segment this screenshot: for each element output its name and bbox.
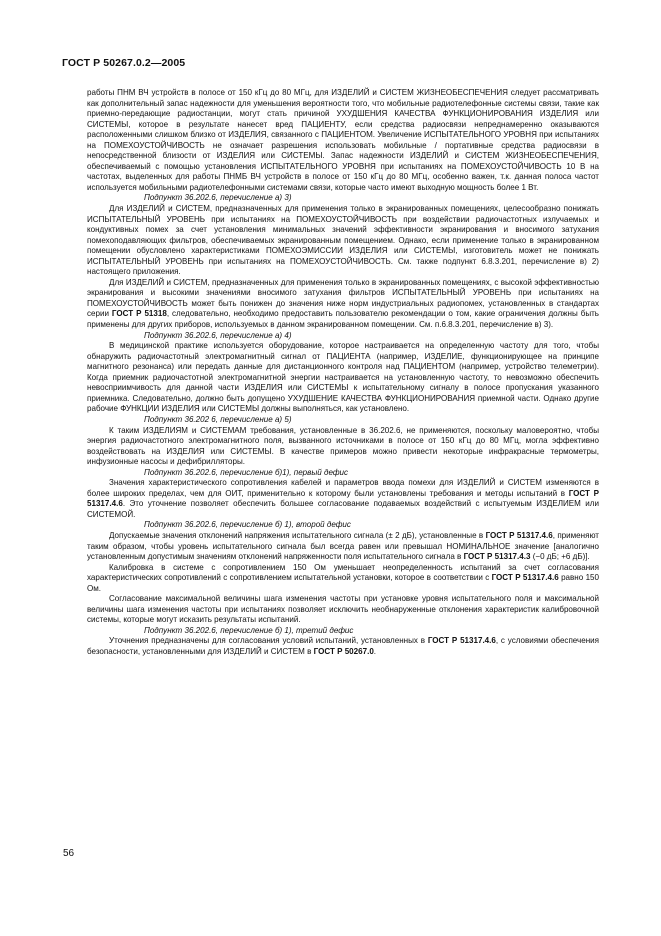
paragraph-text: (−0 дБ; +6 дБ)]. bbox=[530, 552, 590, 562]
paragraph-text: , с условиями обеспечения безопасности, установленными для ИЗДЕЛИЙ и СИСТЕМ в bbox=[87, 636, 599, 656]
subclause-heading: Подпункт 36.202.6, перечисление б)1), первый дефис bbox=[144, 467, 349, 477]
body-paragraph bbox=[87, 278, 599, 331]
subclause-heading: Подпункт 36.202.6, перечисление а) 3) bbox=[144, 193, 292, 203]
paragraph-text: . bbox=[373, 646, 377, 656]
standard-reference: ГОСТ Р 51317.4.3 bbox=[463, 552, 531, 562]
paragraph-text: Для ИЗДЕЛИЙ и СИСТЕМ, предназначенных для применения только в экранированных помещениях, с высокой эффективностью экранирования и высокими значениями вносимого затухания фильтров ИСПЫТАТЕЛЬНЫЙ УРОВЕНЬ при испытаниях на ПОМЕХОУСТОЙЧИВОСТЬ может быть понижен до значения ниже норм индустриальных радиопомех, установленных в стандартах серии bbox=[87, 277, 599, 319]
page-number: 56 bbox=[63, 848, 75, 859]
paragraph-text: Уточнения предназначены для согласования условий испытаний, установленных в bbox=[109, 636, 428, 646]
standard-reference: ГОСТ Р 50267.0 bbox=[313, 646, 374, 656]
body-paragraph bbox=[87, 636, 599, 657]
paragraph-text: Значения характеристического сопротивления кабелей и параметров ввода помехи для ИЗДЕЛИЙ и СИСТЕМ изменяются в более широких пределах, чем для ОИТ, применительно к которому были установлены требования и методы испытаний в bbox=[87, 478, 599, 498]
standard-reference: ГОСТ Р 51317.4.6 bbox=[427, 636, 496, 646]
document-header: ГОСТ Р 50267.0.2—2005 bbox=[62, 57, 186, 69]
standard-reference: ГОСТ Р 51317.4.6 bbox=[485, 530, 553, 540]
subclause-heading: Подпункт 36.202.6, перечисление б) 1), третий дефис bbox=[144, 625, 354, 635]
standard-reference: ГОСТ Р 51318 bbox=[111, 309, 167, 319]
paragraph-text: . Это уточнение позволяет обеспечить большее согласование подаваемых воздействий с испытуемым ИЗДЕЛИЕМ или СИСТЕМОЙ. bbox=[87, 499, 599, 519]
paragraph-text: , следовательно, необходимо предоставить пользователю рекомендации о том, какие ограничения должны быть применены для других приборов, используемых в данном экранированном помещении. См. п.6.8.3.201, перечисление в) 3). bbox=[87, 309, 599, 330]
subclause-heading: Подпункт 36.202.6, перечисление б) 1), второй дефис bbox=[144, 520, 351, 530]
paragraph-text: равно 150 Ом. bbox=[87, 573, 599, 593]
body-paragraph: В медицинской практике используется оборудование, которое настраивается на определенную частоту для того, чтобы обнаружить радиочастотный электромагнитный сигнал от ПАЦИЕНТА (например, ИЗДЕЛИЕ, функционирующее на принципе магнитного резонанса) или передать данные для дистанционного контроля над ПАЦИЕНТОМ (например, устройство телеметрии). Когда приемник радиочастотной электромагнитной энергии настраивается на установленную частоту, то невозможно обеспечить невосприимчивость для данной части ИЗДЕЛИЯ или СИСТЕМЫ к испытательному сигналу в полосе пропускания указанного приемника. Следовательно, должно быть допущено УХУДШЕНИЕ КАЧЕСТВА ФУНКЦИОНИРОВАНИЯ приемной части. Однако другие рабочие ФУНКЦИИ ИЗДЕЛИЯ или СИСТЕМЫ должны выполняться, как установлено. bbox=[87, 341, 599, 414]
body-paragraph: К таким ИЗДЕЛИЯМ и СИСТЕМАМ требования, установленные в 36.202.6, не применяются, поскольку маловероятно, чтобы энергия радиочастотного электромагнитного поля, вызванного источниками в полосе от 150 кГц до 80 МГц, могла эффективно воздействовать на ИЗДЕЛИЯ или СИСТЕМЫ. В качестве примеров можно привести некоторые инфракрасные термометры, инфузионные насосы и дефибрилляторы. bbox=[87, 425, 599, 467]
standard-reference: ГОСТ Р 51317.4.6 bbox=[491, 573, 559, 583]
body-paragraph: Для ИЗДЕЛИЙ и СИСТЕМ, предназначенных для применения только в экранированных помещениях, целесообразно понижать ИСПЫТАТЕЛЬНЫЙ УРОВЕНЬ при испытаниях на ПОМЕХОУСТОЙЧИВОСТЬ при воздействии радиочастотных излучаемых и кондуктивных помех за счет установления минимальных значений эффективности экранирования и вносимого затухания помехоподавляющих фильтров, обеспечиваемых экранированным помещением. Однако, если применение только в экранированном помещении обусловлено характеристиками ПОМЕХОЭМИССИИ ИЗДЕЛИЯ или СИСТЕМЫ, изготовитель может не понижать ИСПЫТАТЕЛЬНЫЙ УРОВЕНЬ при испытаниях на ПОМЕХОУСТОЙЧИВОСТЬ. См. также подпункт 6.8.3.201, перечисление в) 2) настоящего приложения. bbox=[87, 204, 599, 277]
subclause-heading: Подпункт 36.202.6, перечисление а) 4) bbox=[144, 330, 292, 340]
paragraph-text: Калибровка в системе с сопротивлением 150 Ом уменьшает неопределенность испытаний за счет согласования характеристических сопротивлений с сопротивлением испытательной установки, которое в соответствии с bbox=[87, 562, 599, 583]
body-paragraph bbox=[87, 478, 599, 520]
body-paragraph: работы ПНМ ВЧ устройств в полосе от 150 кГц до 80 МГц, для ИЗДЕЛИЙ и СИСТЕМ ЖИЗНЕОБЕСПЕЧЕНИЯ следует рассматривать как дополнительный запас надежности для уменьшения вероятности того, что мобильные радиотелефонные системы связи, такие как приемно-передающие радиостанции, могут стать причиной УХУДШЕНИЯ КАЧЕСТВА ФУНКЦИОНИРОВАНИЯ ИЗДЕЛИЯ или СИСТЕМЫ, которое в результате нанесет вред ПАЦИЕНТУ, если средства радиосвязи непреднамеренно оказываются расположенными слишком близко от ИЗДЕЛИЯ, связанного с ПАЦИЕНТОМ. Увеличение ИСПЫТАТЕЛЬНОГО УРОВНЯ при испытаниях на ПОМЕХОУСТОЙЧИВОСТЬ не означает разрешения использовать мобильные / портативные средства радиосвязи в непосредственной близости от ИЗДЕЛИЯ или СИСТЕМЫ. Запас надежности ИЗДЕЛИЙ и СИСТЕМ ЖИЗНЕОБЕСПЕЧЕНИЯ, обеспечиваемый с помощью установления ИСПЫТАТЕЛЬНОГО УРОВНЯ при испытаниях на ПОМЕХОУСТОЙЧИВОСТЬ 10 В на частотах, выделенных для работы ПНМБ ВЧ устройств в полосе от 150 кГц до 80 МГц, особенно важен, т.к. данная полоса частот используется мобильными радиотелефонными системами связи, которые часто имеют выходную мощность более 1 Вт. bbox=[87, 88, 599, 192]
paragraph-text: Допускаемые значения отклонений напряжения испытательного сигнала (± 2 дБ), установленные в bbox=[109, 530, 486, 540]
standard-reference: ГОСТ Р 51317.4.6 bbox=[87, 488, 600, 509]
paragraph-text: , применяют таким образом, чтобы уровень испытательного сигнала был всегда равен или превышал НОМИНАЛЬНОЕ значение [аналогично установленным допустимым значениям отклонений напряженности поля испытательного сигнала в bbox=[87, 530, 599, 562]
body-paragraph bbox=[87, 563, 599, 595]
body-paragraph bbox=[87, 531, 599, 563]
body-paragraph: Согласование максимальной величины шага изменения частоты при установке уровня испытательного поля и максимальной величины шага изменения частоты при испытаниях позволяет исключить необнаруженные отклонения характеристик калибровочной системы, которые могут исказить результаты испытаний. bbox=[87, 594, 599, 625]
document-body bbox=[87, 88, 599, 658]
subclause-heading: Подпункт 36.202 6, перечисление а) 5) bbox=[144, 414, 292, 424]
